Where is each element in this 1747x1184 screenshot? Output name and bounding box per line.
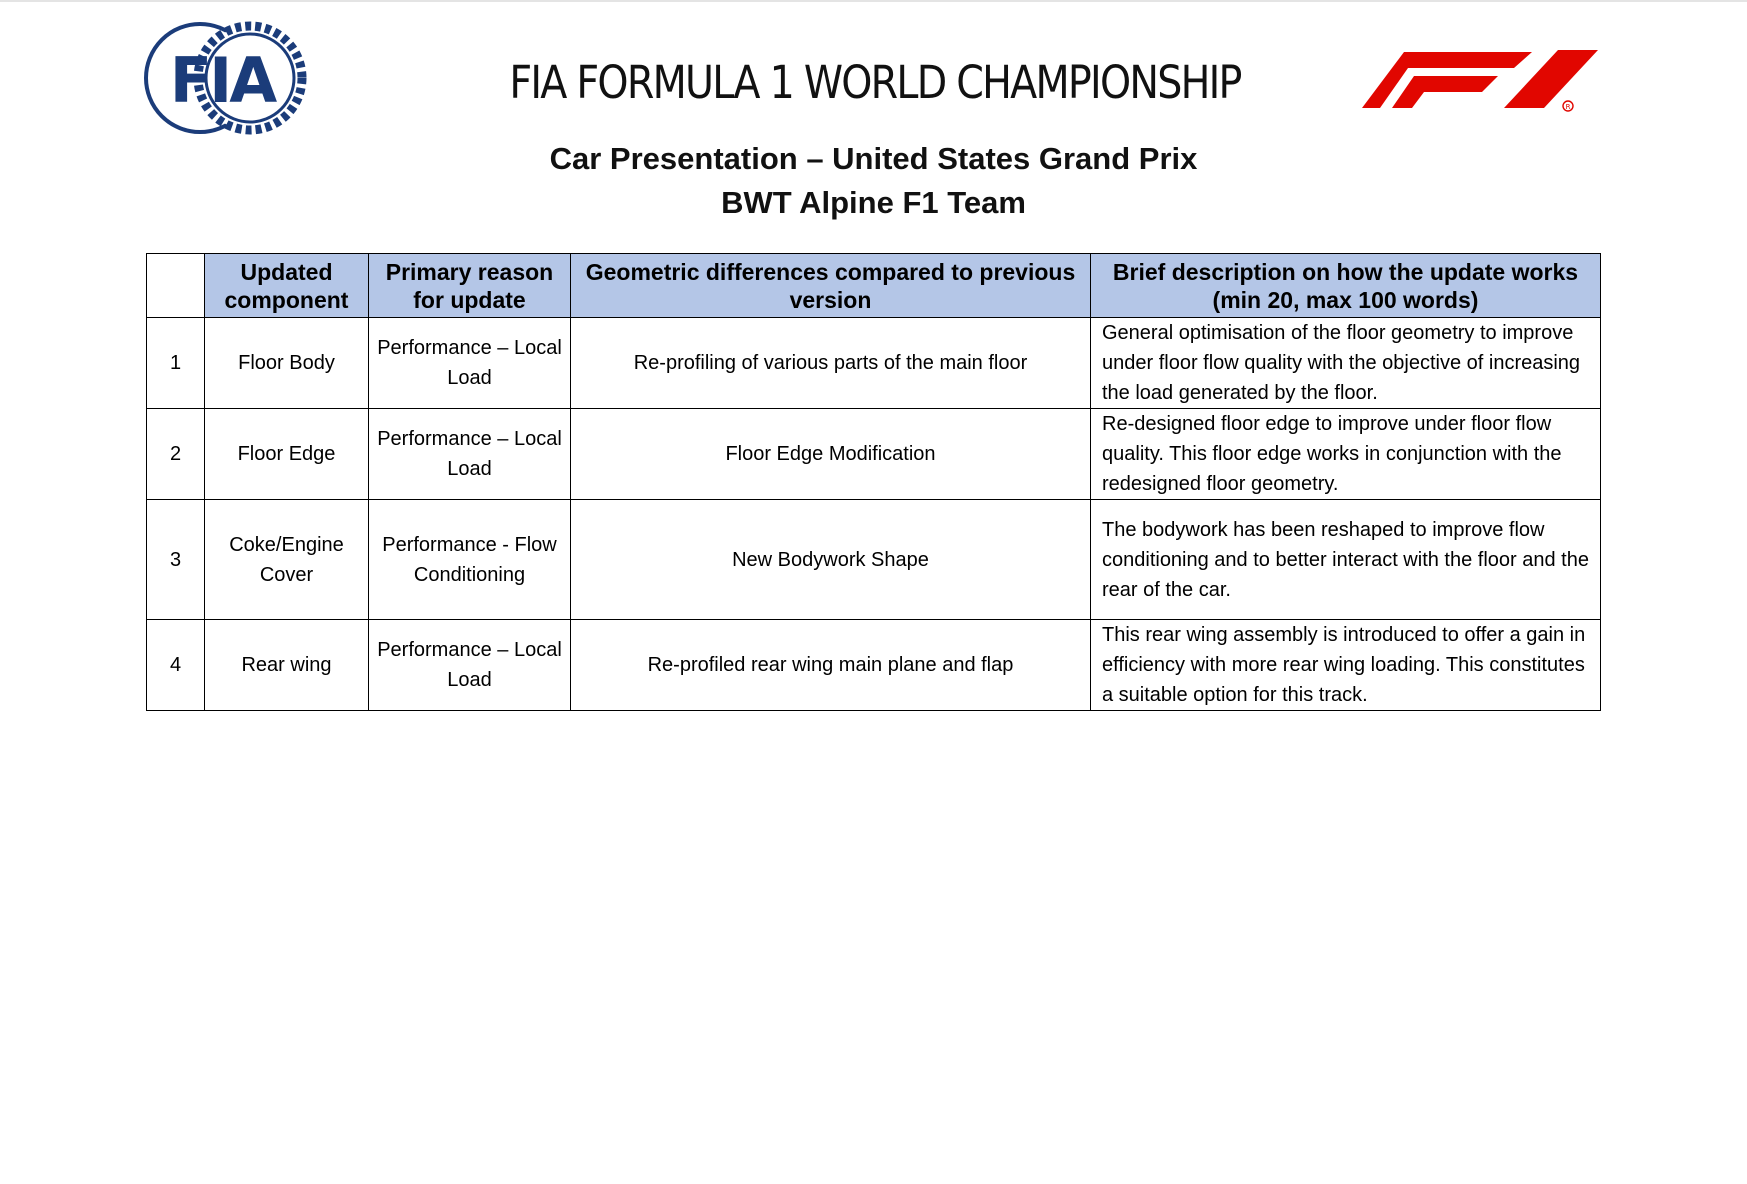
primary-reason: Performance – Local Load xyxy=(369,620,571,711)
update-description: Re-designed floor edge to improve under floor flow quality. This floor edge works in conjunction with the redesigned floor geometry. xyxy=(1091,409,1601,500)
header-updated-component: Updated component xyxy=(205,254,369,318)
table-row xyxy=(147,409,1601,500)
header-brief-description: Brief description on how the update works (min 20, max 100 words) xyxy=(1091,254,1601,318)
updated-component: Floor Edge xyxy=(205,409,369,500)
primary-reason: Performance - Flow Conditioning xyxy=(369,500,571,620)
updated-component: Coke/Engine Cover xyxy=(205,500,369,620)
primary-reason: Performance – Local Load xyxy=(369,409,571,500)
f1-logo xyxy=(1362,48,1602,114)
page-top-border xyxy=(0,0,1747,2)
geometric-difference: Floor Edge Modification xyxy=(571,409,1091,500)
header-geometric-differences: Geometric differences compared to previous version xyxy=(571,254,1091,318)
row-number: 1 xyxy=(147,318,205,409)
document-title: Car Presentation – United States Grand Prix xyxy=(549,141,1198,176)
header-number xyxy=(147,254,205,318)
update-description: General optimisation of the floor geometry to improve under floor flow quality with the objective of increasing the load generated by the floor. xyxy=(1091,318,1601,409)
geometric-difference: Re-profiling of various parts of the main floor xyxy=(571,318,1091,409)
row-number: 4 xyxy=(147,620,205,711)
updates-table xyxy=(146,253,1601,711)
table-row xyxy=(147,620,1601,711)
table-row xyxy=(147,500,1601,620)
updated-component: Floor Body xyxy=(205,318,369,409)
table-header-row xyxy=(147,254,1601,318)
svg-text:FIA: FIA xyxy=(169,44,275,117)
geometric-difference: Re-profiled rear wing main plane and flap xyxy=(571,620,1091,711)
updated-component: Rear wing xyxy=(205,620,369,711)
team-name: BWT Alpine F1 Team xyxy=(721,185,1026,220)
svg-text:R: R xyxy=(1565,103,1571,111)
update-description: The bodywork has been reshaped to improve flow conditioning and to better interact with the floor and the rear of the car. xyxy=(1091,500,1601,620)
update-description: This rear wing assembly is introduced to offer a gain in efficiency with more rear wing loading. This constitutes a suitable option for this track. xyxy=(1091,620,1601,711)
geometric-difference: New Bodywork Shape xyxy=(571,500,1091,620)
championship-heading: FIA FORMULA 1 WORLD CHAMPIONSHIP xyxy=(509,56,1241,109)
row-number: 2 xyxy=(147,409,205,500)
table-row xyxy=(147,318,1601,409)
fia-logo xyxy=(142,20,308,136)
primary-reason: Performance – Local Load xyxy=(369,318,571,409)
row-number: 3 xyxy=(147,500,205,620)
header-primary-reason: Primary reason for update xyxy=(369,254,571,318)
